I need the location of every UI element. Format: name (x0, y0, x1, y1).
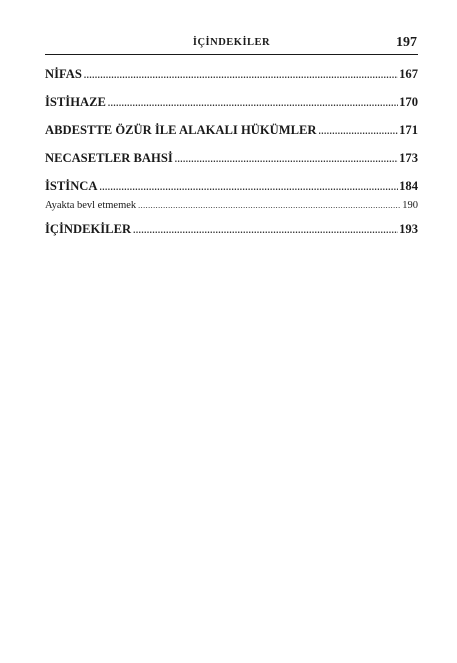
toc-entry-icindekiler[interactable] (45, 219, 418, 247)
toc-entry-page: 193 (399, 222, 418, 236)
toc-entry-page: 184 (399, 179, 418, 193)
toc-entry-page: 190 (402, 200, 418, 211)
running-header-title: İÇİNDEKİLER (192, 37, 271, 48)
toc-entry-title: ABDESTTE ÖZÜR İLE ALAKALI HÜKÜMLER (45, 123, 317, 137)
toc-entry-title: İSTİHAZE (45, 95, 106, 109)
toc-leader-dots (108, 93, 398, 113)
running-header (45, 36, 418, 55)
toc-leader-dots (138, 198, 401, 214)
toc-entry-page: 171 (399, 123, 418, 137)
toc-entry-title: Ayakta bevl etmemek (45, 200, 137, 211)
toc-entry-title: İÇİNDEKİLER (45, 222, 132, 236)
page-number: 197 (396, 35, 417, 50)
toc-entry-istihaze[interactable] (45, 92, 418, 120)
toc-entry-page: 173 (399, 151, 418, 165)
toc-leader-dots (100, 177, 399, 197)
toc-entry-title: NİFAS (45, 67, 82, 81)
toc-entry-title: İSTİNCA (45, 179, 98, 193)
toc-entry-page: 170 (399, 95, 418, 109)
toc-subentry-ayakta-bevl[interactable] (45, 198, 418, 219)
toc-entry-necasetler[interactable] (45, 148, 418, 176)
toc-leader-dots (84, 65, 398, 85)
toc-entry-page: 167 (399, 67, 418, 81)
table-of-contents (45, 64, 418, 247)
toc-entry-title: NECASETLER BAHSİ (45, 151, 173, 165)
toc-leader-dots (319, 121, 399, 141)
toc-leader-dots (133, 220, 398, 240)
toc-leader-dots (175, 149, 398, 169)
toc-entry-abdestte-ozur[interactable] (45, 120, 418, 148)
toc-entry-nifas[interactable] (45, 64, 418, 92)
